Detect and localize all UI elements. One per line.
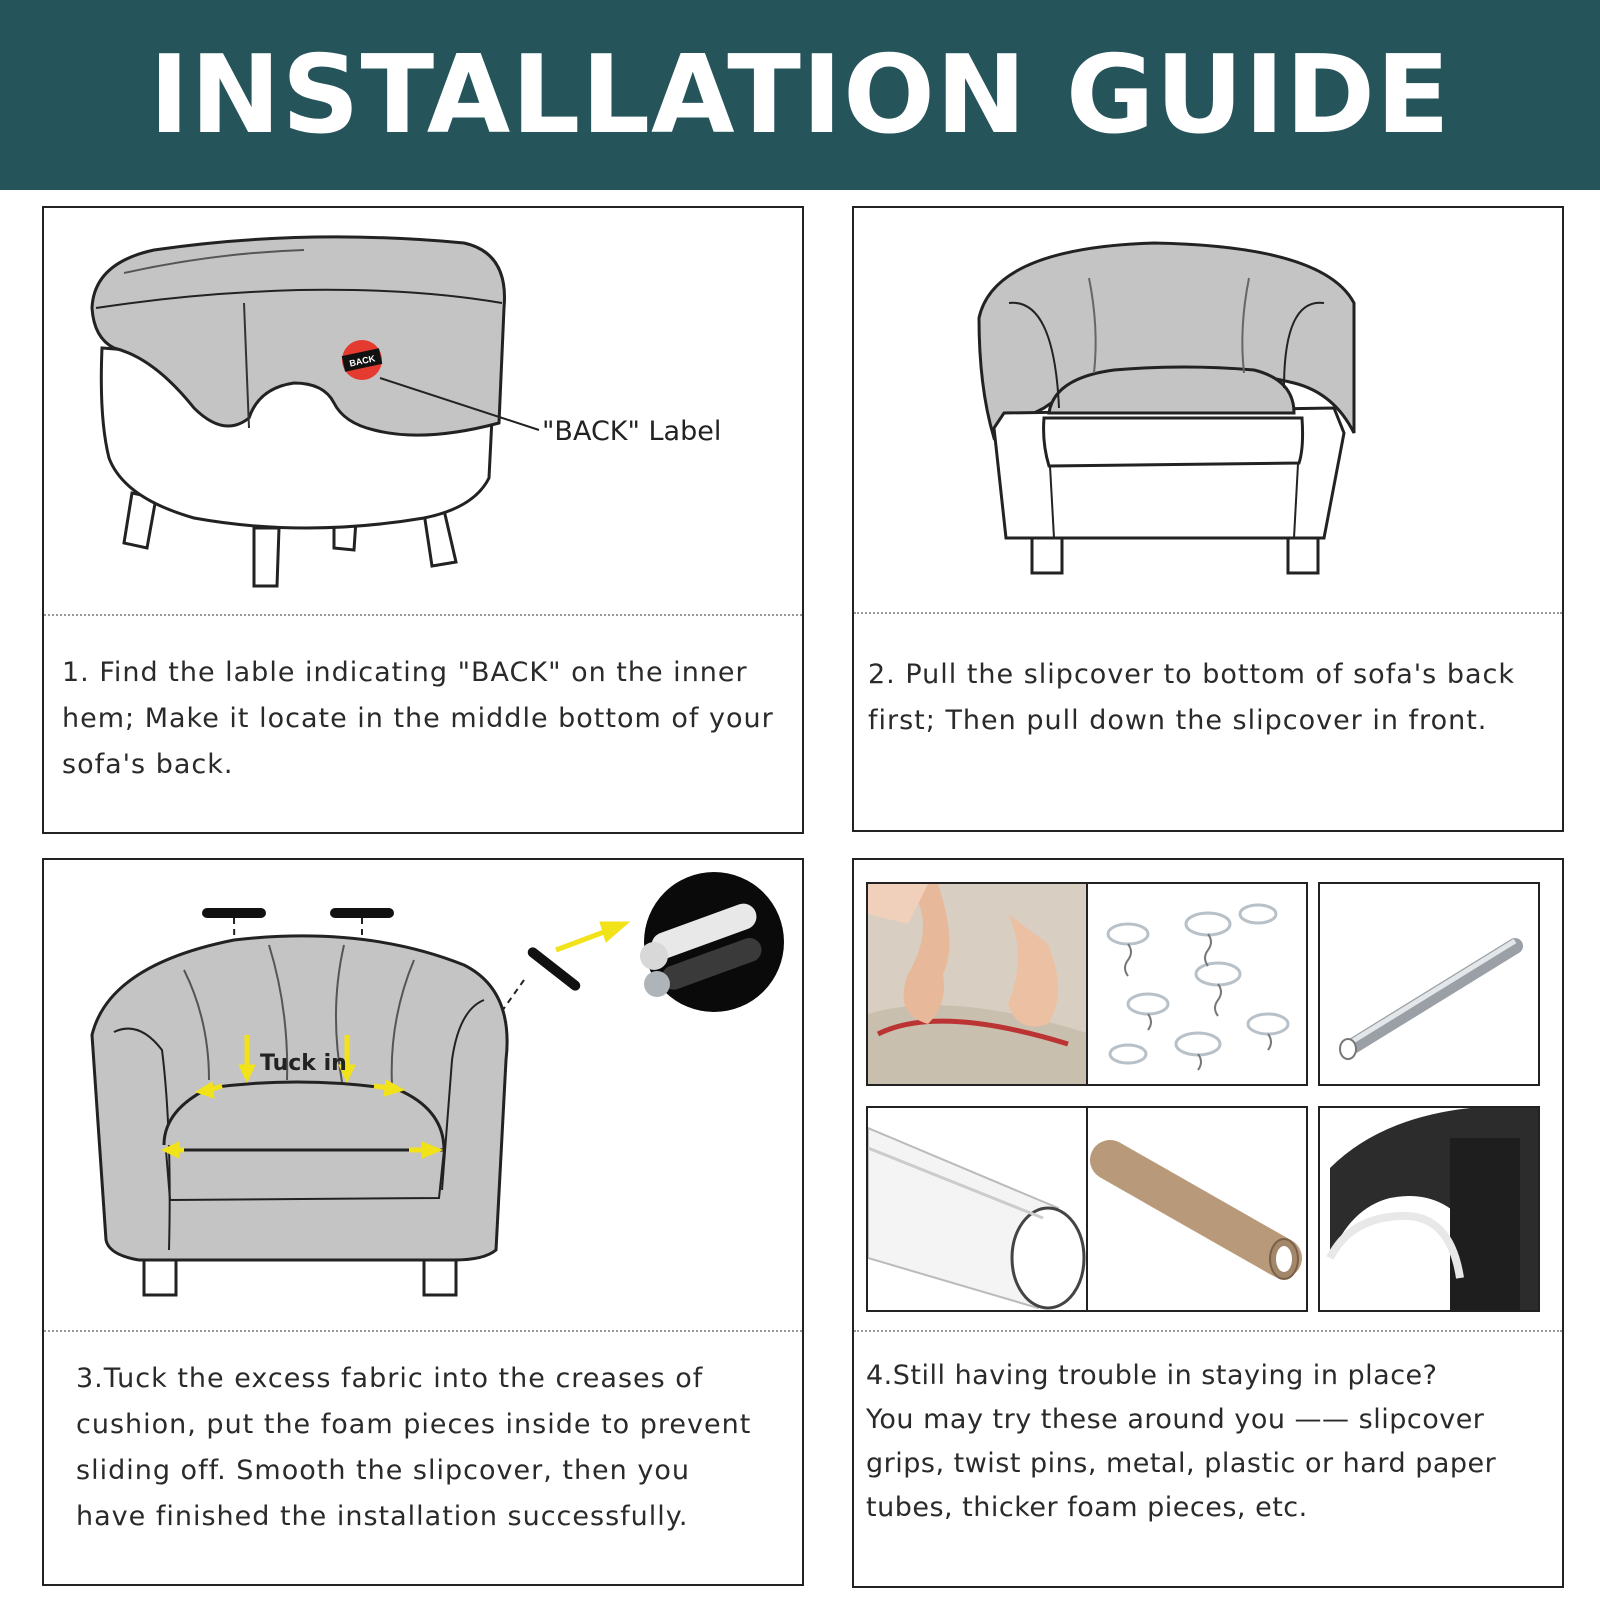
sofa-back-illustration: [44, 208, 804, 618]
divider: [854, 612, 1562, 614]
plastic-tube-photo: [866, 1106, 1088, 1312]
step-2-text: 2. Pull the slipcover to bottom of sofa's back first; Then pull down the slipcover in front.: [868, 659, 1515, 736]
step-1-text: 1. Find the lable indicating "BACK" on the inner hem; Make it locate in the middle bottom of your sofa's back.: [62, 657, 774, 780]
step-4-suggestions: You may try these around you —— slipcover grips, twist pins, metal, plastic or hard paper tubes, thicker foam pieces, etc.: [866, 1404, 1497, 1523]
step-4-question: 4.Still having trouble in staying in place?: [866, 1360, 1438, 1391]
back-tag-text: BACK: [348, 353, 376, 369]
tuck-in-illustration: [44, 860, 804, 1310]
step-3-panel: [42, 858, 804, 1586]
hard-paper-tube-photo: [1086, 1106, 1308, 1312]
page-title: INSTALLATION GUIDE: [149, 32, 1451, 158]
sofa-front-illustration: [854, 208, 1564, 608]
header-banner: [0, 0, 1600, 190]
slipcover-grips-photo: [866, 882, 1088, 1086]
divider: [854, 1330, 1562, 1332]
step-3-text: 3.Tuck the excess fabric into the creases of cushion, put the foam pieces inside to prevent sliding off. Smooth the slipcover, then you have finished the installation successfully.: [76, 1363, 752, 1532]
step-4-text: [866, 1354, 1556, 1530]
divider: [44, 1330, 802, 1332]
divider: [44, 614, 802, 616]
foam-piece: [202, 908, 266, 918]
foam-piece: [526, 945, 583, 992]
tuck-in-label: Tuck in: [260, 1051, 347, 1076]
twist-pins-photo: [1086, 882, 1308, 1086]
step-1-panel: [42, 206, 804, 834]
thicker-foam-photo: [1318, 1106, 1540, 1312]
foam-piece: [330, 908, 394, 918]
metal-tube-photo: [1318, 882, 1540, 1086]
step-4-panel: [852, 858, 1564, 1588]
step-2-panel: [852, 206, 1564, 832]
back-label-callout: "BACK" Label: [542, 416, 722, 447]
